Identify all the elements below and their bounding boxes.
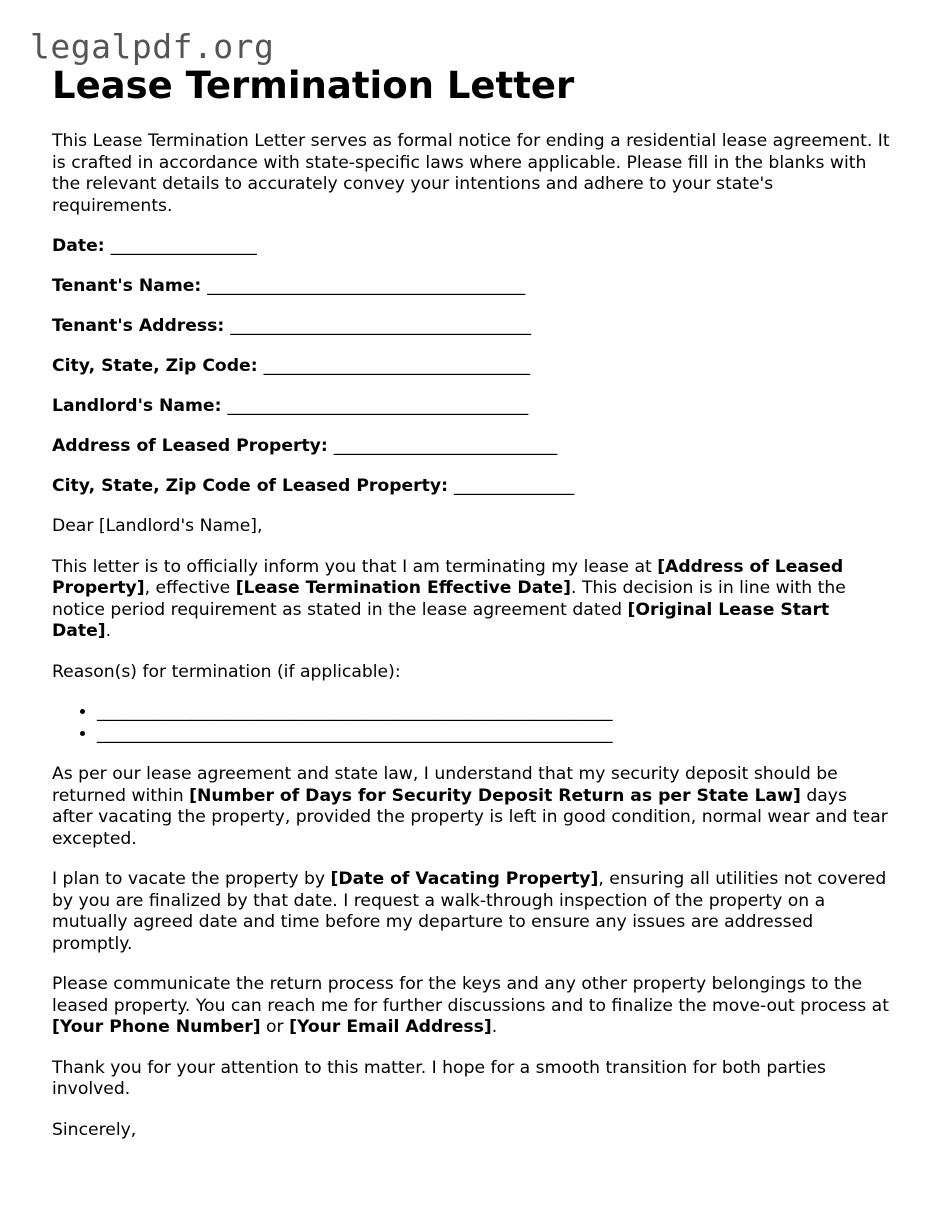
tenant-address-field	[52, 316, 892, 338]
termination-text-3: . This decision is in line with the notice period requirement as stated in the lease agreement dated	[52, 578, 846, 620]
landlord-name-label: Landlord's Name:	[52, 396, 222, 417]
tenant-name-label: Tenant's Name:	[52, 276, 202, 297]
leased-property-city-blank[interactable]: ______________	[453, 476, 575, 497]
closing: Sincerely,	[52, 1119, 137, 1140]
leased-property-address-label: Address of Leased Property:	[52, 436, 328, 457]
deposit-paragraph	[52, 764, 892, 850]
date-label: Date:	[52, 236, 105, 257]
reasons-label: Reason(s) for termination (if applicable):	[52, 661, 401, 682]
leased-property-address-field	[52, 436, 892, 458]
vacate-text-1: I plan to vacate the property by	[52, 869, 331, 890]
termination-paragraph	[52, 557, 892, 643]
termination-text-2: , effective	[144, 578, 236, 599]
lease-start-date-placeholder: [Original Lease Start Date]	[52, 599, 830, 642]
contact-text-2: or	[260, 1017, 290, 1038]
effective-date-placeholder: [Lease Termination Effective Date]	[235, 578, 572, 599]
deposit-text-1: As per our lease agreement and state law, I understand that my security deposit should be returned within	[52, 764, 838, 806]
tenant-address-blank[interactable]: ___________________________________	[230, 316, 531, 337]
letter-body	[52, 64, 892, 1160]
reasons-list	[52, 702, 892, 745]
phone-placeholder: [Your Phone Number]	[52, 1017, 261, 1038]
thank-you-paragraph: Thank you for your attention to this matter. I hope for a smooth transition for both parties involved.	[52, 1057, 826, 1100]
termination-text-1: This letter is to officially inform you that I am terminating my lease at	[52, 556, 658, 577]
page-title: Lease Termination Letter	[52, 64, 575, 107]
tenant-name-blank[interactable]: _____________________________________	[207, 276, 526, 297]
landlord-name-blank[interactable]: ___________________________________	[227, 396, 529, 417]
reason-item-1[interactable]: • ____________________________________________________________	[97, 702, 892, 724]
vacate-date-placeholder: [Date of Vacating Property]	[330, 869, 599, 890]
city-state-zip-blank[interactable]: _______________________________	[263, 356, 530, 377]
leased-property-city-field	[52, 476, 892, 498]
vacate-text-2: , ensuring all utilities not covered by you are finalized by that date. I request a walk-through inspection of the property on a mutually agreed date and time before my departure to ensure any issues are addressed promptly.	[52, 869, 887, 954]
salutation: Dear [Landlord's Name],	[52, 516, 263, 537]
contact-paragraph	[52, 974, 892, 1039]
contact-text-1: Please communicate the return process for the keys and any other property belongings to the leased property. You can reach me for further discussions and to finalize the move-out process at	[52, 974, 889, 1016]
leased-property-placeholder: [Address of Leased Property]	[52, 556, 844, 599]
email-placeholder: [Your Email Address]	[289, 1017, 492, 1038]
contact-text-3: .	[491, 1017, 498, 1038]
city-state-zip-field	[52, 356, 892, 378]
leased-property-city-label: City, State, Zip Code of Leased Property:	[52, 476, 448, 497]
intro-paragraph: This Lease Termination Letter serves as formal notice for ending a residential lease agreement. It is crafted in accordance with state-specific laws where applicable. Please fill in the blanks with the relevant details to accurately convey your intentions and adhere to your state's requirements.	[52, 131, 890, 216]
vacate-paragraph	[52, 869, 892, 955]
tenant-name-field	[52, 276, 892, 298]
city-state-zip-label: City, State, Zip Code:	[52, 356, 258, 377]
landlord-name-field	[52, 396, 892, 418]
date-field	[52, 236, 892, 258]
leased-property-address-blank[interactable]: __________________________	[333, 436, 558, 457]
reason-item-2[interactable]: • ____________________________________________________________	[97, 724, 892, 746]
date-blank[interactable]: _________________	[110, 236, 257, 257]
termination-text-4: .	[105, 621, 112, 642]
deposit-days-placeholder: [Number of Days for Security Deposit Return as per State Law]	[189, 785, 801, 806]
site-watermark: legalpdf.org	[30, 27, 275, 66]
tenant-address-label: Tenant's Address:	[52, 316, 225, 337]
deposit-text-2: days after vacating the property, provided the property is left in good condition, normal wear and tear excepted.	[52, 785, 888, 849]
